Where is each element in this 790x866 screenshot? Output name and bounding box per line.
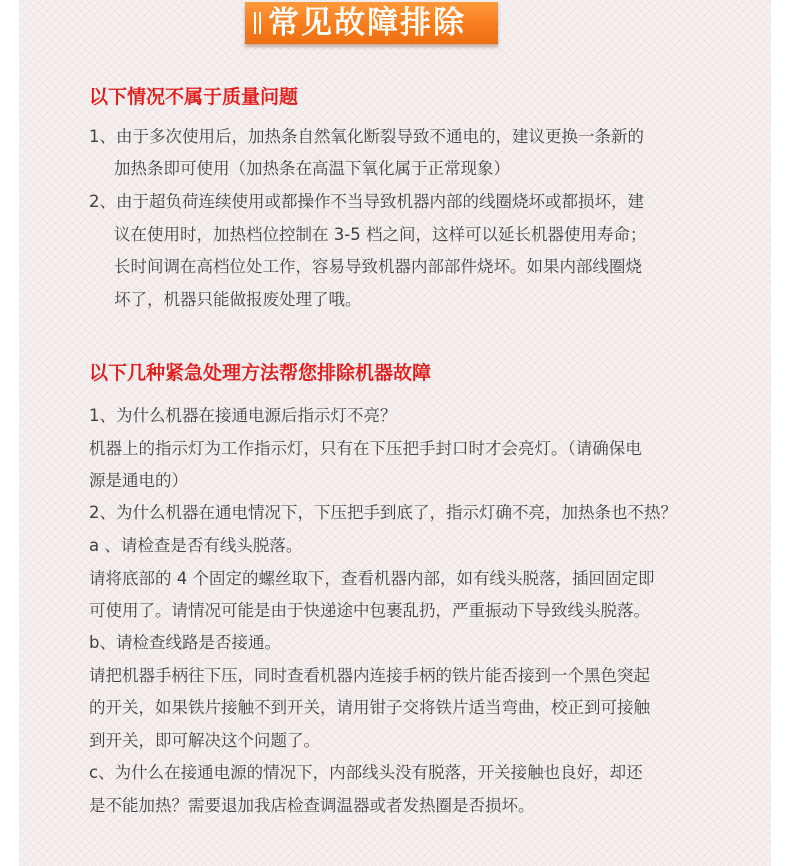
section1-line: 加热条即可使用（加热条在高温下氧化属于正常现象） [114, 159, 510, 178]
section2-line: 可使用了。请情况可能是由于快递途中包裹乱扔，严重振动下导致线头脱落。 [89, 601, 650, 620]
section2-line: 到开关，即可解决这个问题了。 [89, 731, 320, 750]
section2-line: 请把机器手柄往下压，同时查看机器内连接手柄的铁片能否接到一个黑色突起 [89, 666, 650, 685]
section2-line: 请将底部的 4 个固定的螺丝取下，查看机器内部，如有线头脱落，插回固定即 [89, 569, 655, 588]
section2-line: a 、请检查是否有线头脱落。 [89, 536, 303, 555]
section2-line: b、请检查线路是否接通。 [89, 633, 281, 652]
section2-heading: 以下几种紧急处理方法帮您排除机器故障 [89, 362, 432, 384]
section1-line: 坏了，机器只能做报废处理了哦。 [114, 290, 362, 309]
title-bars-icon [254, 12, 262, 34]
section2-line: 机器上的指示灯为工作指示灯，只有在下压把手封口时才会亮灯。（请确保电 [89, 439, 642, 458]
section2-line: 1、为什么机器在接通电源后指示灯不亮？ [89, 406, 397, 425]
section2-line: 的开关，如果铁片接触不到开关，请用钳子交将铁片适当弯曲，校正到可接触 [89, 698, 650, 717]
section1-line: 议在使用时，加热档位控制在 3-5 档之间，这样可以延长机器使用寿命； [114, 225, 647, 244]
title-banner [245, 2, 498, 44]
section2-line: 源是通电的） [89, 471, 188, 490]
section1-line: 2、由于超负荷连续使用或都操作不当导致机器内部的线圈烧坏或都损坏，建 [89, 192, 644, 211]
section2-line: c、为什么在接通电源的情况下，内部线头没有脱落，开关接触也良好，却还 [89, 763, 643, 782]
section1-line: 长时间调在高档位处工作，容易导致机器内部部件烧坏。如果内部线圈烧 [114, 257, 642, 276]
section1-heading: 以下情况不属于质量问题 [89, 86, 299, 108]
section2-line: 是不能加热？需要退加我店检查调温器或者发热圈是否损坏。 [89, 796, 535, 815]
page-title: 常见故障排除 [268, 5, 466, 41]
section2-line: 2、为什么机器在通电情况下，下压把手到底了，指示灯确不亮，加热条也不热？ [89, 503, 677, 522]
section1-line: 1、由于多次使用后，加热条自然氧化断裂导致不通电的，建议更换一条新的 [89, 127, 644, 146]
